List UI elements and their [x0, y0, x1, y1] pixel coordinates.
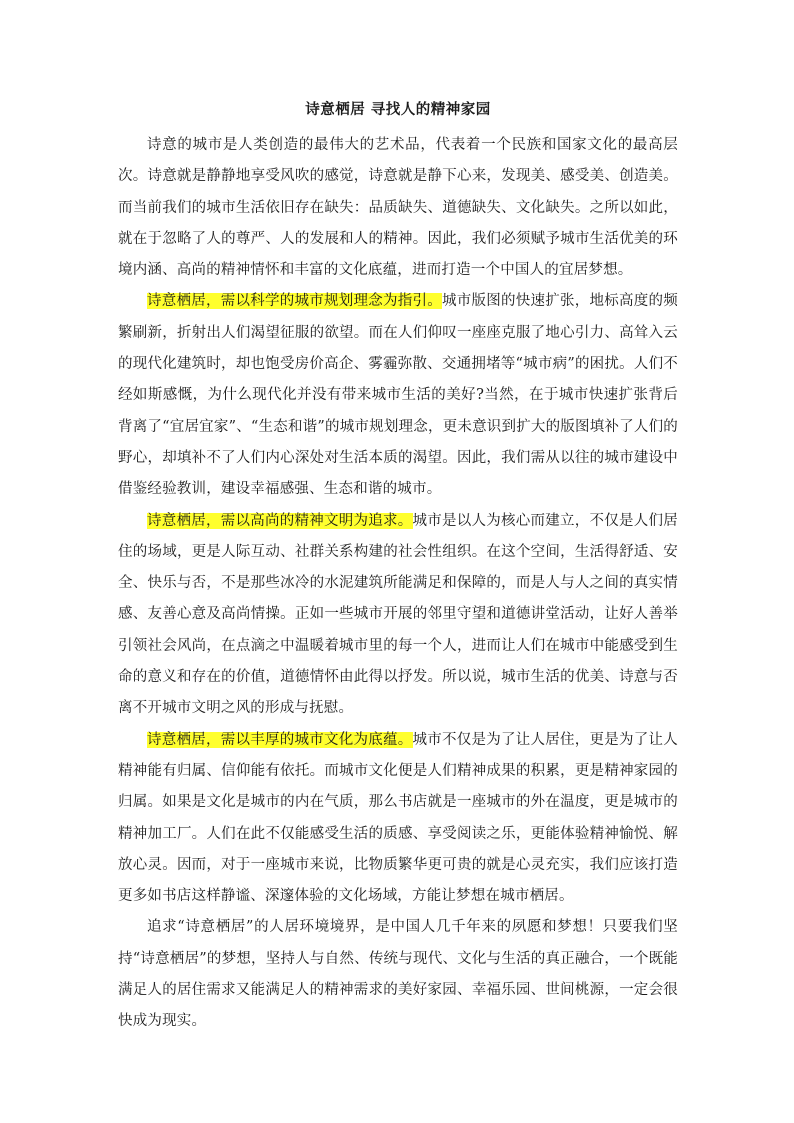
highlighted-thesis: 诗意栖居，需以科学的城市规划理念为指引。 — [147, 293, 443, 310]
paragraph-conclusion — [118, 912, 678, 1037]
highlighted-thesis: 诗意栖居，需以丰厚的城市文化为底蕴。 — [147, 731, 413, 748]
paragraph-text: 城市不仅是为了让人居住，更是为了让人精神能有归属、信仰能有依托。而城市文化便是人们精神成果的积累，更是精神家园的归属。如果是文化是城市的内在气质，那么书店就是一座城市的外在温度，更是城市的精神加工厂。人们在此不仅能感受生活的质感、享受阅读之乐，更能体验精神愉悦、解放心灵。因而，对于一座城市来说，比物质繁华更可贵的就是心灵充实，我们应该打造更多如书店这样静谧、深邃体验的文化场域，方能让梦想在城市栖居。 — [118, 731, 678, 905]
paragraph-text: 追求“诗意栖居”的人居环境境界，是中国人几千年来的夙愿和梦想！只要我们坚持“诗意栖居”的梦想，坚持人与自然、传统与现代、文化与生活的真正融合，一个既能满足人的居住需求又能满足人的精神需求的美好家园、幸福乐园、世间桃源，一定会很快成为现实。 — [118, 919, 678, 1030]
highlighted-thesis: 诗意栖居，需以高尚的精神文明为追求。 — [147, 512, 413, 529]
paragraph-civilization — [118, 506, 678, 725]
paragraph-text: 城市版图的快速扩张，地标高度的频繁刷新，折射出人们渴望征服的欲望。而在人们仰叹一座座克服了地心引力、高耸入云的现代化建筑时，却也饱受房价高企、雾霾弥散、交通拥堵等“城市病”的困扰。人们不经如斯感慨，为什么现代化并没有带来城市生活的美好?当然，在于城市快速扩张背后背离了“宜居宜家”、“生态和谐”的城市规划理念，更未意识到扩大的版图填补了人们的野心，却填补不了人们内心深处对生活本质的渴望。因此，我们需从以往的城市建设中借鉴经验教训，建设幸福感强、生态和谐的城市。 — [118, 293, 678, 498]
document-title: 诗意栖居 寻找人的精神家园 — [305, 101, 491, 118]
paragraph-planning — [118, 286, 678, 505]
document-page — [118, 100, 678, 1038]
paragraph-text: 诗意的城市是人类创造的最伟大的艺术品，代表着一个民族和国家文化的最高层次。诗意就是静静地享受风吹的感觉，诗意就是静下心来，发现美、感受美、创造美。而当前我们的城市生活依旧存在缺失：品质缺失、道德缺失、文化缺失。之所以如此，就在于忽略了人的尊严、人的发展和人的精神。因此，我们必须赋予城市生活优美的环境内涵、高尚的精神情怀和丰富的文化底蕴，进而打造一个中国人的宜居梦想。 — [118, 137, 678, 279]
paragraph-text: 城市是以人为核心而建立，不仅是人们居住的场域，更是人际互动、社群关系构建的社会性组织。在这个空间，生活得舒适、安全、快乐与否，不是那些冰冷的水泥建筑所能满足和保障的，而是人与人之间的真实情感、友善心意及高尚情操。正如一些城市开展的邻里守望和道德讲堂活动，让好人善举引领社会风尚，在点滴之中温暖着城市里的每一个人，进而让人们在城市中能感受到生命的意义和存在的价值，道德情怀由此得以抒发。所以说，城市生活的优美、诗意与否离不开城市文明之风的形成与抚慰。 — [118, 512, 678, 717]
paragraph-culture — [118, 725, 678, 913]
paragraph-intro — [118, 130, 678, 286]
